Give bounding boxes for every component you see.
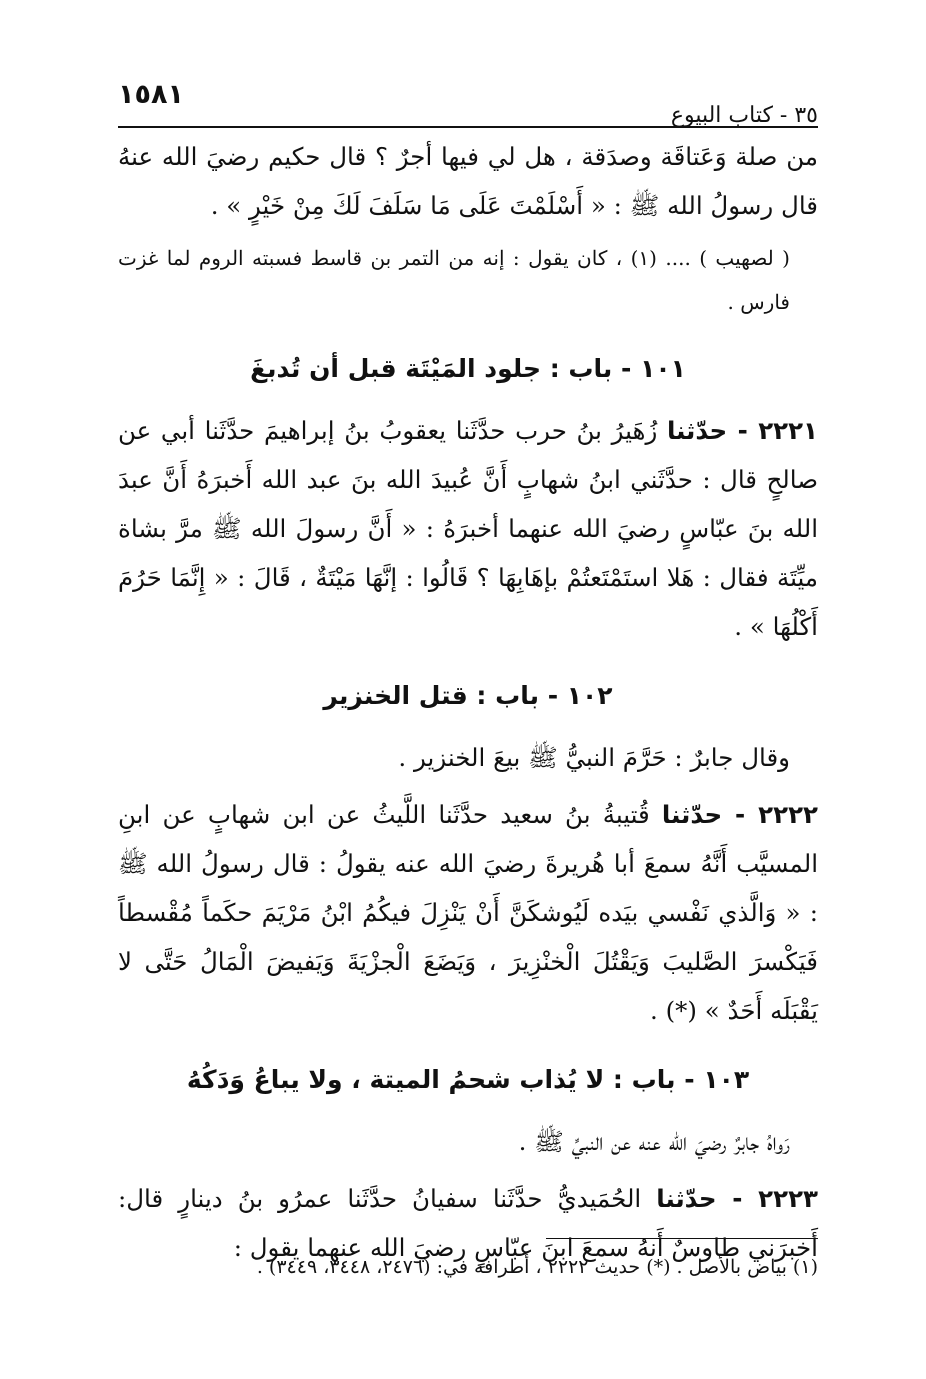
editor-note: ( لصهيب ) .... (١) ، كان يقول : إنه من التمر بن قاسط فسبته الروم لما غزت فارس . bbox=[118, 246, 790, 314]
footnote: (١) بياض بالأصل . (*) حديث ٢٢٢٢ ، أطرافه في: (٢٤٧٦، ٣٤٤٨، ٣٤٤٩) . bbox=[256, 1256, 818, 1278]
hadith-number-2222: ٢٢٢٢ - حدّثنا bbox=[661, 800, 818, 829]
page-number: ١٥٨١ bbox=[118, 79, 184, 110]
footnote-rule bbox=[546, 1238, 818, 1239]
paragraph-intro: من صلة وَعَتاقَة وصدَقة ، هل لي فيها أجرٌ ؟ قال حكيم رضيَ الله عنهُ قال رسولُ الله ﷺ : « أَسْلَمْتَ عَلَى مَا سَلَفَ لَكَ مِنْ خَيْرٍ » . bbox=[118, 142, 818, 220]
chapter-heading-102: ١٠٢ - باب : قتل الخنزير bbox=[323, 681, 613, 710]
chapter-heading-101: ١٠١ - باب : جلود المَيْتَة قبل أن تُدبغَ bbox=[250, 354, 686, 383]
hadith-text-2222: قُتيبةُ بنُ سعيد حدَّثَنا اللَّيثُ عن ابن شهابٍ عن ابنِ المسيَّب أَنَّهُ سمعَ أبا هُريرةَ رضيَ الله عنه يقولُ : قال رسولُ الله ﷺ : « وَالَّذي نَفْسي بيَده لَيُوشكَنَّ أَنْ يَنْزِلَ فيكُمُ ابْنُ مَرْيَمَ حكَماً مُقْسطاً فَيَكْسرَ الصَّليبَ وَيَقْتُلَ الْخنْزِيرَ ، وَيَضَعَ الْجزْيَةَ وَيَفيضَ الْمَالُ حَتَّى لا يَقْبَلَه أَحَدٌ » (*) . bbox=[118, 800, 818, 1025]
hadith-number-2221: ٢٢٢١ - حدّثنا bbox=[666, 416, 819, 445]
hadith-2222 bbox=[118, 790, 818, 1035]
hadith-number-2223: ٢٢٢٣ - حدّثنا bbox=[656, 1184, 818, 1213]
running-title: ٣٥ - كتاب البيوع bbox=[670, 103, 818, 128]
jabir-statement-103: رَواهُ جابرٌ رضيَ الله عنه عن النبيِّ ﷺ . bbox=[518, 1127, 790, 1156]
main-text bbox=[118, 132, 818, 1272]
header-rule bbox=[118, 126, 818, 128]
hadith-2221 bbox=[118, 406, 818, 651]
chapter-heading-103: ١٠٣ - باب : لا يُذاب شحمُ الميتة ، ولا يباعُ وَدَكُهُ bbox=[186, 1065, 750, 1094]
hadith-text-2221: زُهَيرُ بنُ حرب حدَّثَنا يعقوبُ بنُ إبراهيمَ حدَّثَنا أبي عن صالحٍ قال : حدَّثَني ابنُ شهابٍ أَنَّ عُبيدَ الله بنَ عبد الله أَخبرَهُ أَنَّ عبدَ الله بنَ عبّاسٍ رضيَ الله عنهما أخبرَهُ : « أَنَّ رسولَ الله ﷺ مرَّ بشاة ميِّتَة فقال : هَلا استَمْتَعتُمْ بإهَابِهَا ؟ قَالُوا : إنَّهَا مَيْتَةٌ ، قَالَ : « إِنَّمَا حَرُمَ أَكْلُهَا » . bbox=[118, 416, 818, 641]
hadith-text-2223: الحُمَيديُّ حدَّثَنا سفيانُ حدَّثَنا عمرُو بنُ دينارٍ قال: أَخبرَني طاوسٌ أَنهُ سمعَ ابنَ عبّاسٍ رضيَ الله عنهما يقول : bbox=[118, 1184, 818, 1262]
jabir-statement-102: وقال جابرٌ : حَرَّمَ النبيُّ ﷺ بيعَ الخنزير . bbox=[398, 743, 790, 772]
page-header bbox=[118, 70, 818, 128]
